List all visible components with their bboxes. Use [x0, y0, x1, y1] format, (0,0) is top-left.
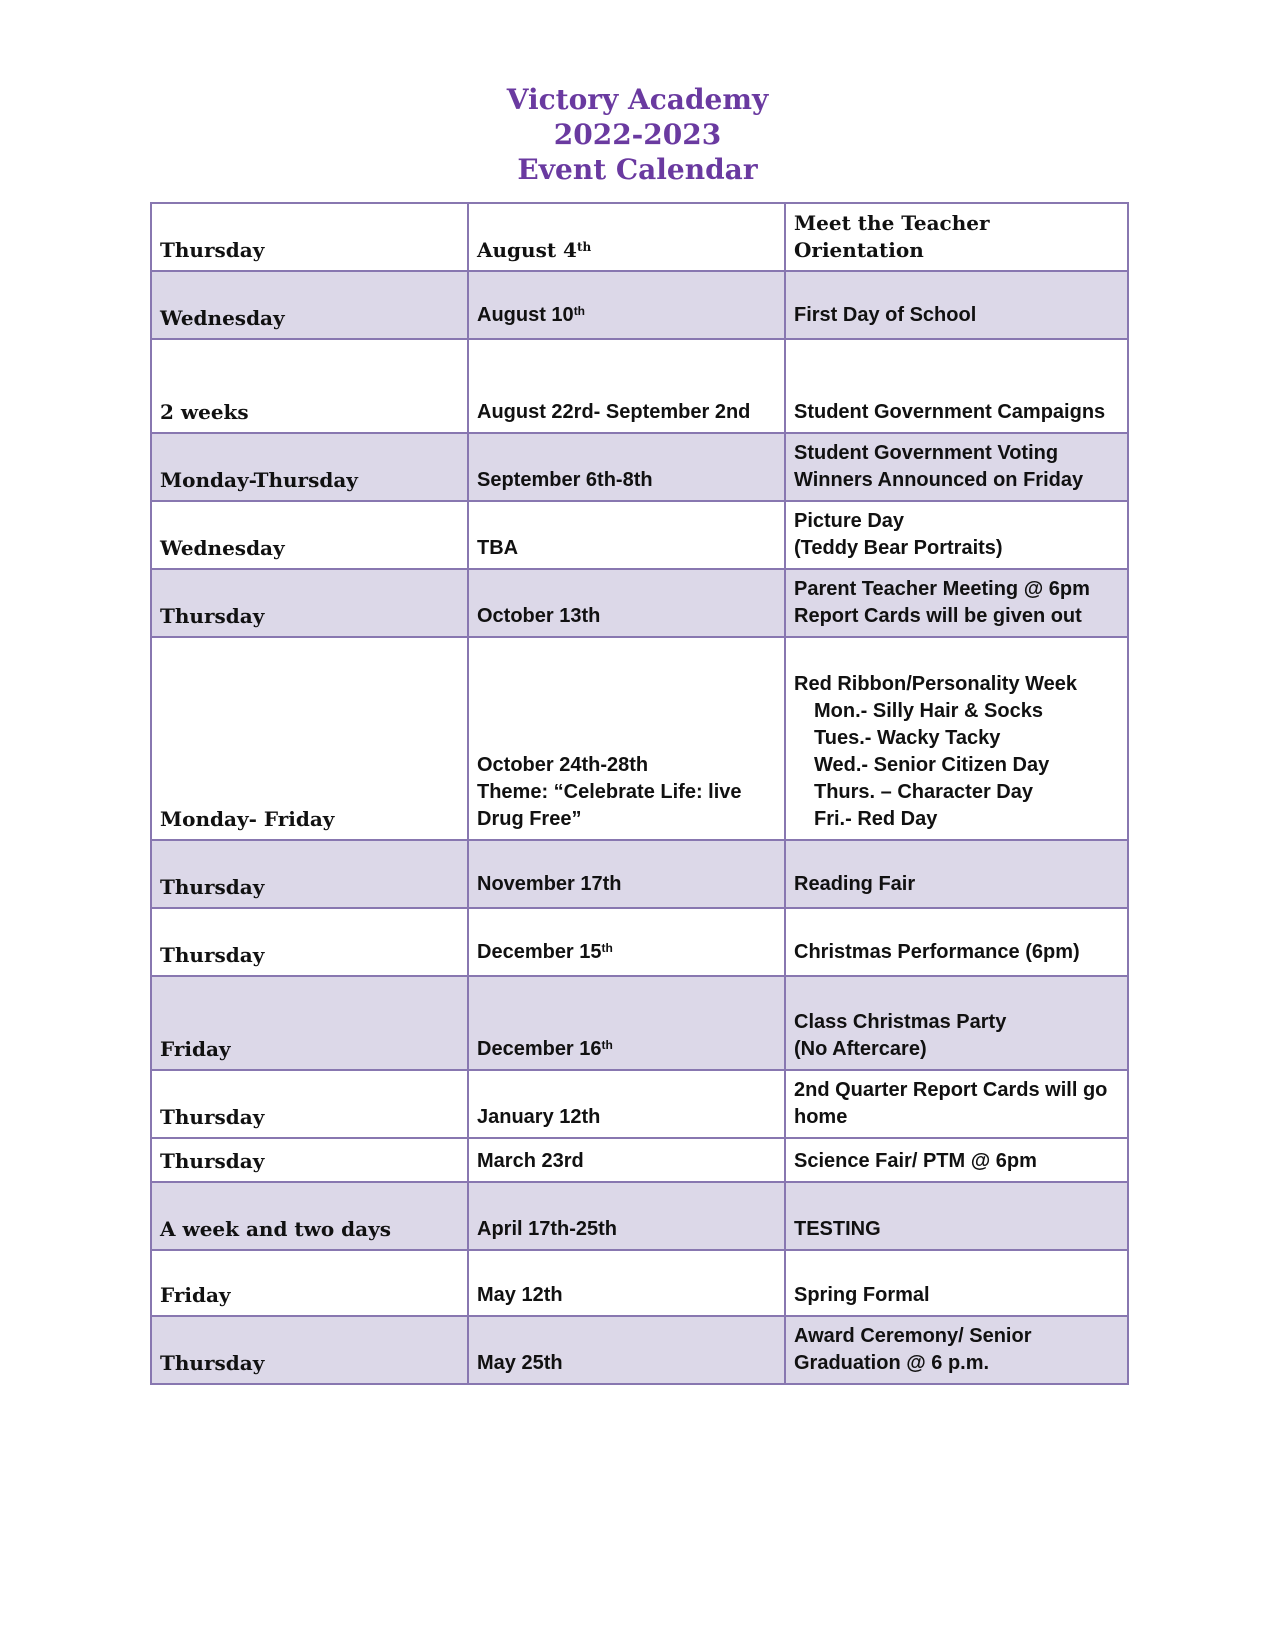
day-cell: Thursday: [151, 1070, 468, 1138]
date-cell: December 15th: [468, 908, 785, 976]
day-cell: Thursday: [151, 840, 468, 908]
event-cell: Award Ceremony/ Senior Graduation @ 6 p.m.: [785, 1316, 1128, 1384]
date-cell: August 22rd- September 2nd: [468, 339, 785, 433]
table-row: [151, 1250, 1128, 1316]
date-cell: January 12th: [468, 1070, 785, 1138]
list-item: Wed.- Senior Citizen Day: [814, 754, 1050, 776]
event-cell: Spring Formal: [785, 1250, 1128, 1316]
list-item: Mon.- Silly Hair & Socks: [814, 700, 1043, 722]
table-row: [151, 501, 1128, 569]
date-cell: March 23rd: [468, 1138, 785, 1182]
event-cell: Reading Fair: [785, 840, 1128, 908]
list-item: Fri.- Red Day: [814, 808, 938, 830]
list-item: Tues.- Wacky Tacky: [814, 727, 1001, 749]
event-cell: Red Ribbon/Personality Week Mon.- Silly Hair & Socks Tues.- Wacky Tacky Wed.- Senior Citizen Day Thurs. – Character Day Fri.- Red Day: [785, 637, 1128, 840]
day-cell: Thursday: [151, 1138, 468, 1182]
event-calendar-table: [150, 202, 1129, 1385]
date-cell: December 16th: [468, 976, 785, 1070]
day-cell: Friday: [151, 976, 468, 1070]
event-cell: Parent Teacher Meeting @ 6pm Report Cards will be given out: [785, 569, 1128, 637]
date-cell: August 10th: [468, 271, 785, 339]
table-row: [151, 433, 1128, 501]
day-cell: Thursday: [151, 569, 468, 637]
table-row: [151, 1138, 1128, 1182]
event-cell: Student Government Campaigns: [785, 339, 1128, 433]
table-row: [151, 339, 1128, 433]
day-cell: A week and two days: [151, 1182, 468, 1250]
table-row: [151, 569, 1128, 637]
day-cell: 2 weeks: [151, 339, 468, 433]
day-cell: Friday: [151, 1250, 468, 1316]
school-year: 2022-2023: [553, 118, 722, 151]
event-cell: 2nd Quarter Report Cards will go home: [785, 1070, 1128, 1138]
table-row: [151, 840, 1128, 908]
date-cell: April 17th-25th: [468, 1182, 785, 1250]
day-cell: Thursday: [151, 1316, 468, 1384]
event-cell: First Day of School: [785, 271, 1128, 339]
table-row: [151, 637, 1128, 840]
event-cell: TESTING: [785, 1182, 1128, 1250]
page-title: [0, 82, 1275, 187]
calendar-title: Event Calendar: [517, 153, 758, 186]
day-cell: Wednesday: [151, 271, 468, 339]
event-cell: Student Government Voting Winners Announced on Friday: [785, 433, 1128, 501]
table-row: [151, 1182, 1128, 1250]
date-cell: TBA: [468, 501, 785, 569]
date-cell: October 13th: [468, 569, 785, 637]
event-cell: Picture Day (Teddy Bear Portraits): [785, 501, 1128, 569]
day-cell: Thursday: [151, 908, 468, 976]
table-row: [151, 1316, 1128, 1384]
table-row: [151, 1070, 1128, 1138]
day-cell: Monday- Friday: [151, 637, 468, 840]
date-cell: May 25th: [468, 1316, 785, 1384]
date-cell: September 6th-8th: [468, 433, 785, 501]
list-item: Thurs. – Character Day: [814, 781, 1033, 803]
date-cell: October 24th-28th Theme: “Celebrate Life: live Drug Free”: [468, 637, 785, 840]
event-cell: Christmas Performance (6pm): [785, 908, 1128, 976]
event-cell: Class Christmas Party (No Aftercare): [785, 976, 1128, 1070]
date-cell: November 17th: [468, 840, 785, 908]
table-row: [151, 271, 1128, 339]
day-cell: Thursday: [151, 203, 468, 271]
school-name: Victory Academy: [506, 83, 769, 116]
day-cell: Monday-Thursday: [151, 433, 468, 501]
date-cell: May 12th: [468, 1250, 785, 1316]
table-row: [151, 203, 1128, 271]
event-cell: Meet the Teacher Orientation: [785, 203, 1128, 271]
table-row: [151, 908, 1128, 976]
table-row: [151, 976, 1128, 1070]
day-cell: Wednesday: [151, 501, 468, 569]
date-cell: August 4th: [468, 203, 785, 271]
event-cell: Science Fair/ PTM @ 6pm: [785, 1138, 1128, 1182]
